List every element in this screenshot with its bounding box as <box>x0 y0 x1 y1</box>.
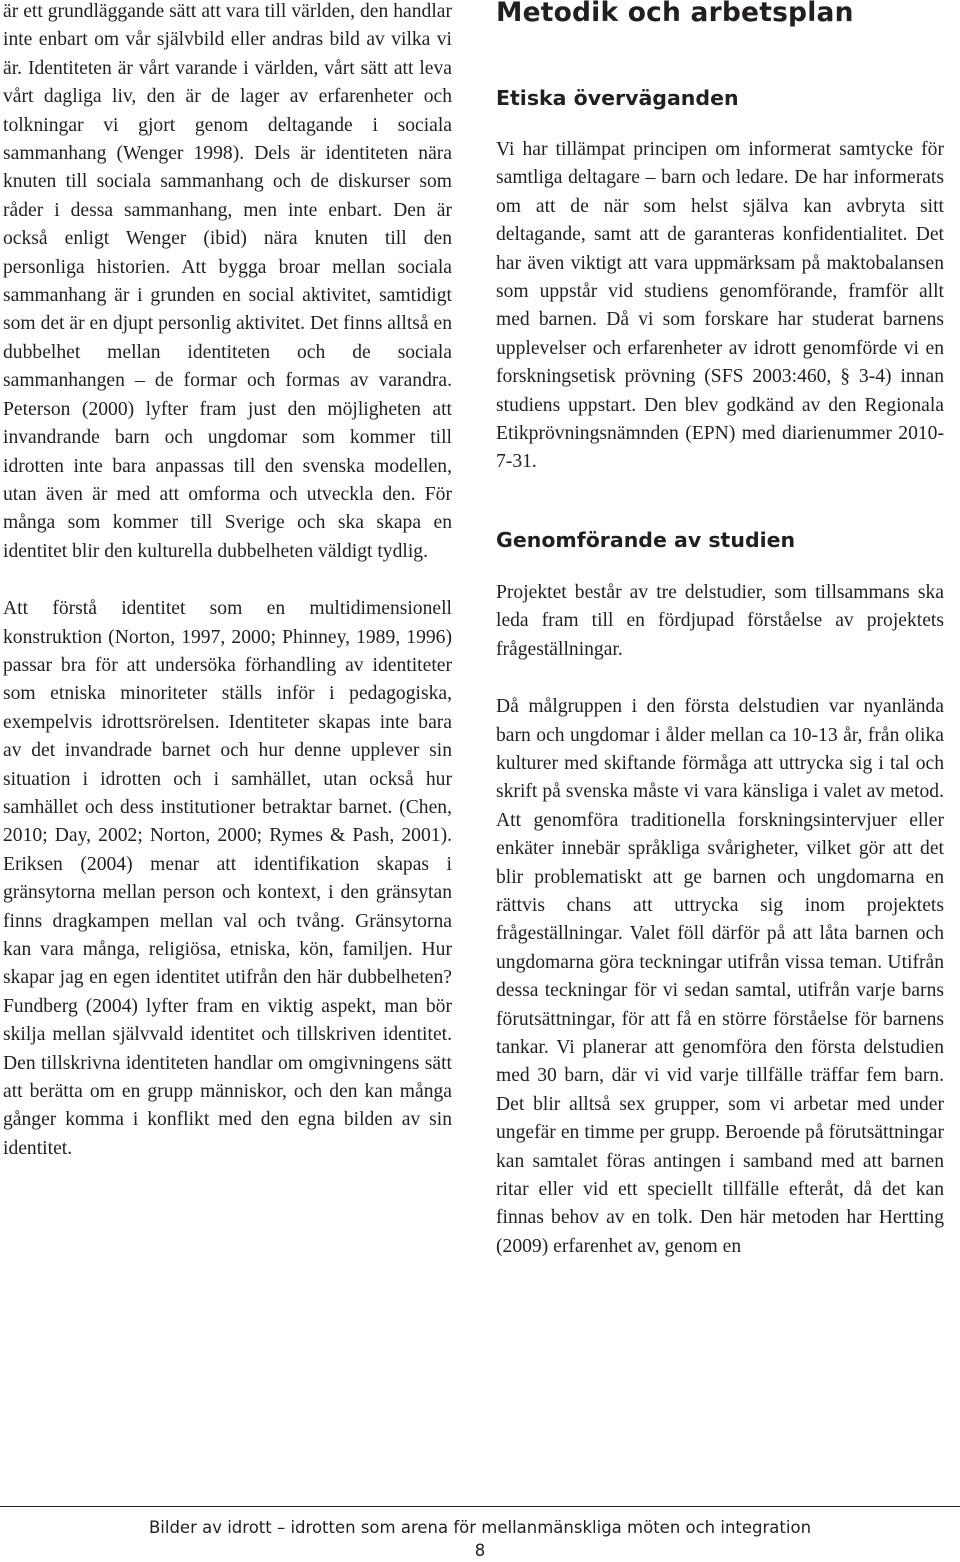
footer-divider <box>0 1506 960 1507</box>
footer-title: Bilder av idrott – idrotten som arena för mellanmänskliga möten och integration <box>148 1518 812 1537</box>
subheading-ethics: Etiska överväganden <box>496 86 739 110</box>
right-column <box>496 0 944 1261</box>
subheading-implementation: Genomförande av studien <box>496 527 796 552</box>
left-column <box>3 0 452 1163</box>
body-paragraph-identity: är ett grundläggande sätt att vara till världen, den handlar inte enbart om vår självbild eller andras bild av vilka vi är. Identiteten är vårt varande i världen, vårt sätt att leva vårt dagliga liv, den är de lager av erfarenheter och tolkningar vi gjort genom deltagande i sociala sammanhang (Wenger 1998). Dels är identiteten nära knuten till sociala sammanhang och de diskurser som råder i dessa sammanhang, men inte enbart. Den är också enligt Wenger (ibid) nära knuten till den personliga historien. Att bygga broar mellan sociala sammanhang är i grunden en social aktivitet, samtidigt som det är en djupt personlig aktivitet. Det finns alltså en dubbelhet mellan identiteten och de sociala sammanhangen – de formar och formas av varandra. Peterson (2000) lyfter fram just den möjligheten att invandrande barn och ungdomar som kommer till idrotten inte bara anpassas till den svenska modellen, utan även är med att omforma och utveckla den. För många som kommer till Sverige och ska skapa en identitet blir den kulturella dubbelheten väldigt tydlig. <box>3 1 452 562</box>
ethics-paragraph: Vi har tillämpat principen om informerat samtycke för samtliga deltagare – barn och ledare. De har informerats om att de när som helst själva kan avbryta sitt deltagande, samt att de garanteras konfidentialitet. Det har även viktigt att vara uppmärksam på maktobalansen som uppstår vid studiens genomförande, framför allt med barnen. Då vi som forskare har studerat barnens upplevelser och erfarenheter av idrott genomförde vi en forskningsetisk prövning (SFS 2003:460, § 3-4) innan studiens uppstart. Den blev godkänd av den Regionala Etikprövningsnämnden (EPN) med diarienummer 2010-7-31. <box>496 139 944 473</box>
section-heading-method: Metodik och arbetsplan <box>496 0 854 28</box>
implementation-paragraph-method: Då målgruppen i den första delstudien var nyanlända barn och ungdomar i ålder mellan ca 10-13 år, från olika kulturer med skiftande förmåga att uttrycka sig i tal och skrift på svenska måste vi vara känsliga i valet av metod. Att genomföra traditionella forskningsintervjuer eller enkäter innebär språkliga svårigheter, vilket gör att det blir problematiskt att ge barnen och ungdomarna en rättvis chans att uttrycka sig inom projektets frågeställningar. Valet föll därför på att låta barnen och ungdomarna göra teckningar utifrån vissa teman. Utifrån dessa teckningar för vi sedan samtal, utifrån varje barns förutsättningar, för att få en större förståelse för barnens tankar. Vi planerar att genomföra den första delstudien med 30 barn, där vi vid varje tillfälle träffar fem barn. Det blir alltså sex grupper, som vi arbetar med under ungefär en timme per grupp. Beroende på förutsättningar kan samtalet föras antingen i samband med att barnen ritar eller vid ett speciellt tillfälle efteråt, då det kan finnas behov av en tolk. Den här metoden har Hertting (2009) erfarenhet av, genom en <box>496 696 944 1257</box>
page-number: 8 <box>474 1541 486 1560</box>
implementation-paragraph-intro: Projektet består av tre delstudier, som tillsammans ska leda fram till en fördjupad förståelse av projektets frågeställningar. <box>496 581 944 660</box>
body-paragraph-multidimensional: Att förstå identitet som en multidimensionell konstruktion (Norton, 1997, 2000; Phinney, 1989, 1996) passar bra för att undersöka förhandling av identiteter som etniska minoriteter ställs inför i pedagogiska, exempelvis idrottsrörelsen. Identiteter skapas inte bara av det invandrade barnet och hur denne upplever sin situation i idrotten och i samhället, utan också hur samhället och dess institutioner betraktar barnet. (Chen, 2010; Day, 2002; Norton, 2000; Rymes & Pash, 2001). Eriksen (2004) menar att identifikation skapas i gränsytorna mellan person och kontext, i den gränsytan finns dragkampen mellan val och tvång. Gränsytorna kan vara många, religiösa, etniska, kön, familjen. Hur skapar jag en egen identitet utifrån den här dubbelheten? Fundberg (2004) lyfter fram en viktig aspekt, man bör skilja mellan självvald identitet och tillskriven identitet. Den tillskrivna identiteten handlar om omgivningens sätt att berätta om en grupp människor, och den kan många gånger komma i konflikt med den egna bilden av sin identitet. <box>3 598 452 1159</box>
